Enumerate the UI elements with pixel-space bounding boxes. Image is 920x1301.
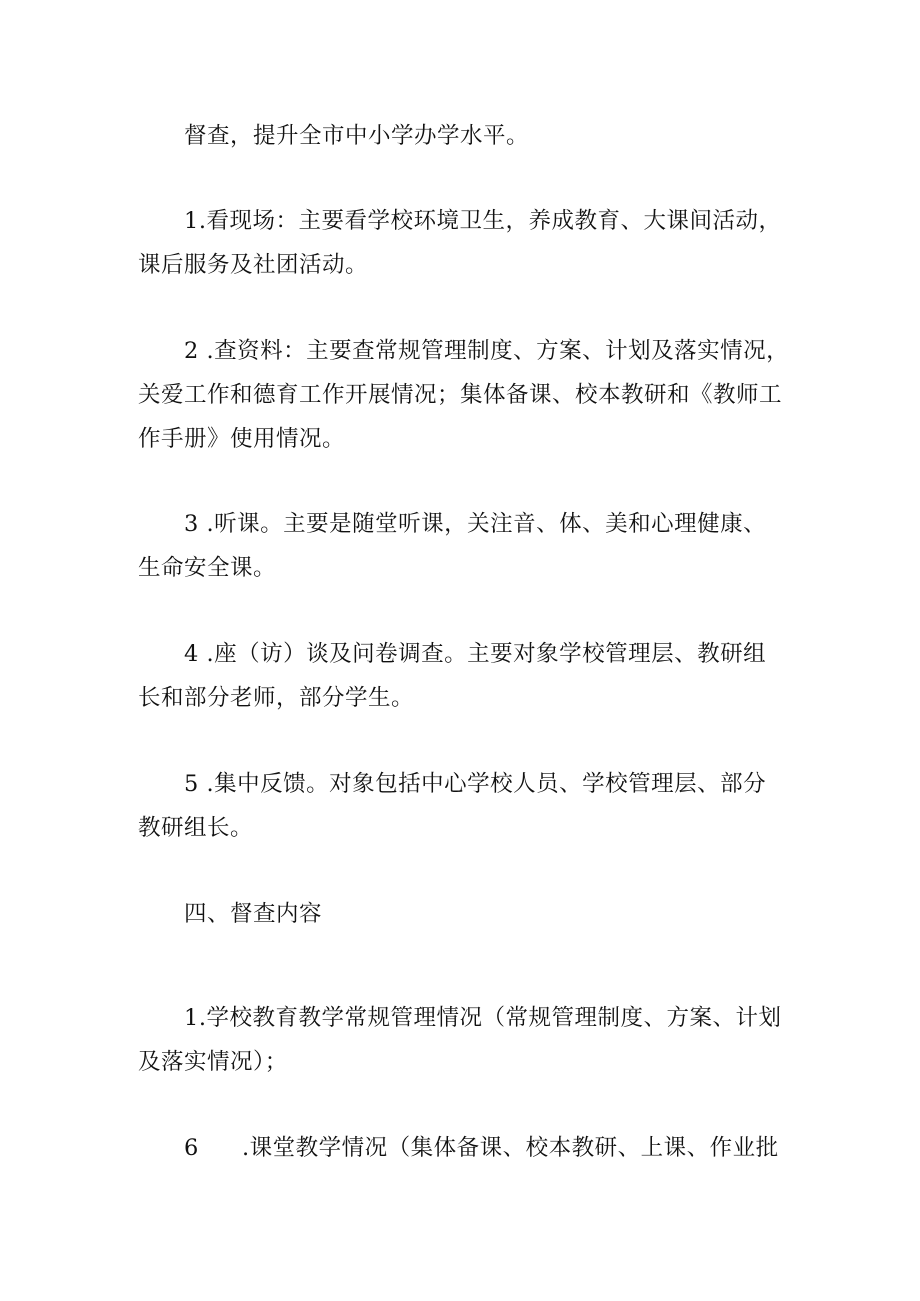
paragraph-line: 4 .座（访）谈及问卷调查。主要对象学校管理层、教研组 [184,641,767,667]
paragraph-line-text: .课堂教学情况（集体备课、校本教研、上课、作业批 [242,1135,779,1161]
paragraph-content-6 [138,1126,798,1170]
paragraph-intro [138,114,798,158]
paragraph-line: 1.看现场：主要看学校环境卫生，养成教育、大课间活动， [184,208,782,234]
paragraph-line: 3 .听课。主要是随堂听课，关注音、体、美和心理健康、 [184,511,767,537]
paragraph-item-4-interviews [138,632,798,720]
paragraph-line: 课后服务及社团活动。 [138,252,369,278]
item-number: 6 [184,1135,199,1161]
paragraph-line: 1.学校教育教学常规管理情况（常规管理制度、方案、计划 [184,1005,782,1031]
paragraph-content-1 [138,996,798,1084]
paragraph-line: 关爱工作和德育工作开展情况；集体备课、校本教研和《教师工 [138,382,783,408]
paragraph-item-1-site-visit [138,199,798,287]
paragraph-item-3-lessons [138,502,798,590]
paragraph-line: 教研组长。 [138,815,254,841]
paragraph-item-5-feedback [138,762,798,850]
section-heading-text: 四、督查内容 [184,901,323,927]
paragraph-line: 5 .集中反馈。对象包括中心学校人员、学校管理层、部分 [184,771,767,797]
paragraph-line: 督查，提升全市中小学办学水平。 [184,123,530,149]
paragraph-line [138,1126,798,1170]
paragraph-line: 2 .查资料：主要查常规管理制度、方案、计划及落实情况， [184,338,790,364]
paragraph-item-2-documents [138,329,798,461]
paragraph-line: 作手册》使用情况。 [138,426,346,452]
paragraph-line: 生命安全课。 [138,555,277,581]
section-heading-4 [138,892,798,936]
paragraph-line: 长和部分老师，部分学生。 [138,685,415,711]
paragraph-line: 及落实情况）； [138,1049,288,1075]
